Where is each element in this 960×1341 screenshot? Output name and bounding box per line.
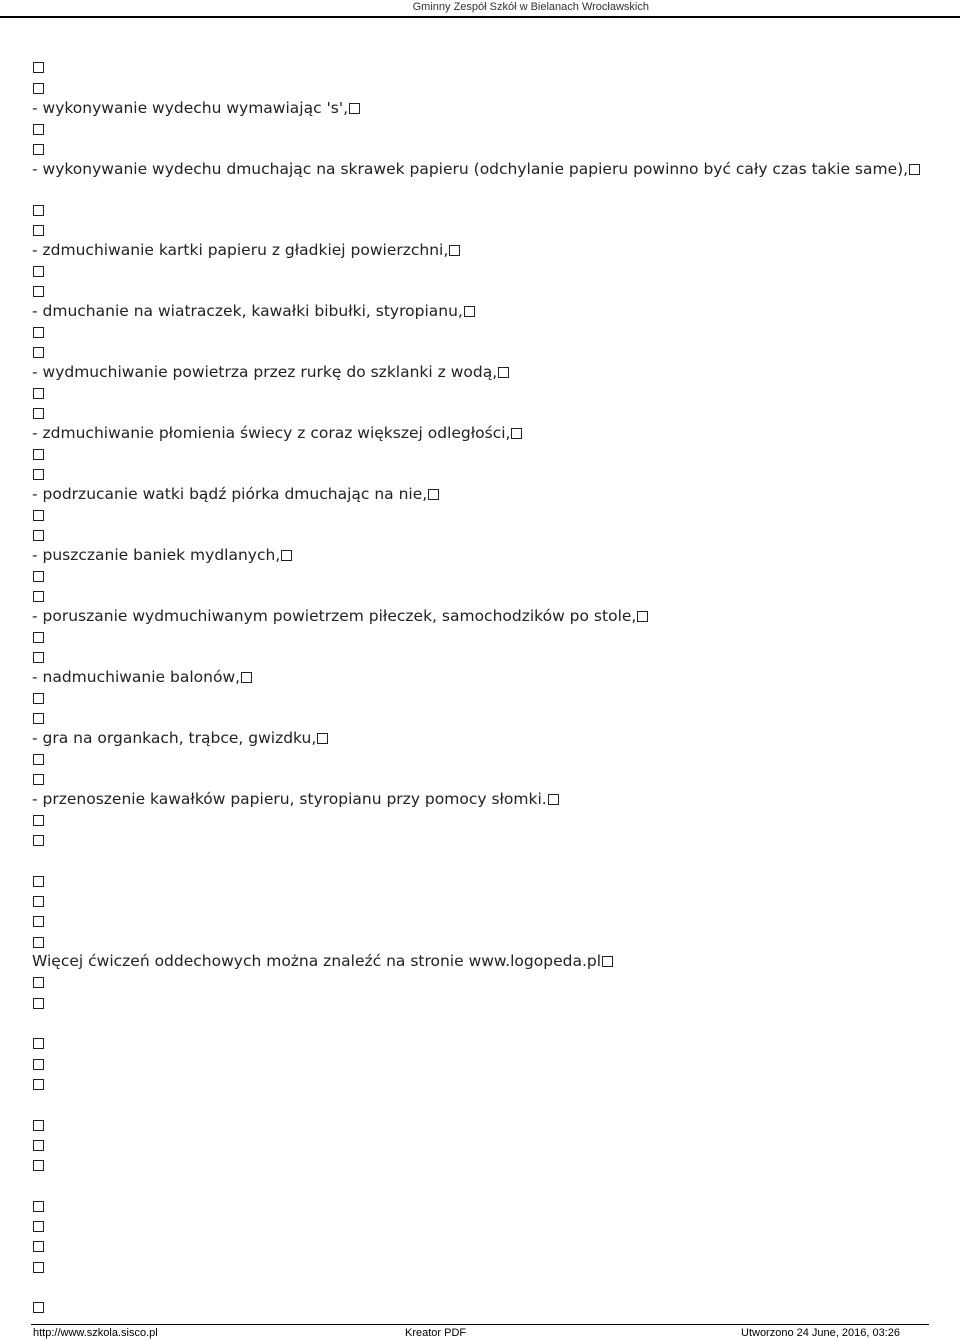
list-item — [32, 98, 928, 118]
checkbox-glyph-icon — [33, 754, 44, 765]
page-header: Gminny Zespół Szkół w Bielanach Wrocławskich — [412, 1, 649, 13]
list-item-text: - przenoszenie kawałków papieru, styropianu przy pomocy słomki. — [32, 790, 547, 808]
checkbox-glyph-icon — [33, 144, 44, 155]
blank-line — [32, 627, 928, 647]
checkbox-glyph-icon — [33, 876, 44, 887]
blank-line — [32, 200, 928, 220]
blank-line — [32, 871, 928, 891]
checkbox-glyph-icon — [33, 1201, 44, 1212]
list-item-text: - nadmuchiwanie balonów, — [32, 668, 241, 686]
checkbox-glyph-icon — [33, 83, 44, 94]
checkbox-glyph-icon — [33, 1038, 44, 1049]
blank-line — [32, 830, 928, 850]
checkbox-glyph-icon — [449, 245, 460, 256]
checkbox-glyph-icon — [33, 571, 44, 582]
footer-url[interactable]: http://www.szkola.sisco.pl — [33, 1327, 158, 1339]
blank-line — [32, 261, 928, 281]
list-item-text: - zdmuchiwanie płomienia świecy z coraz większej odległości, — [32, 424, 511, 442]
checkbox-glyph-icon — [33, 124, 44, 135]
checkbox-glyph-icon — [33, 530, 44, 541]
list-item — [32, 789, 928, 809]
list-item — [32, 484, 928, 504]
blank-line — [32, 566, 928, 586]
blank-line — [32, 525, 928, 545]
checkbox-glyph-icon — [33, 347, 44, 358]
list-item — [32, 301, 928, 321]
checkbox-glyph-icon — [33, 1140, 44, 1151]
blank-line — [32, 1216, 928, 1236]
footer-created: Utworzono 24 June, 2016, 03:26 — [741, 1327, 901, 1339]
checkbox-glyph-icon — [281, 550, 292, 561]
checkbox-glyph-icon — [33, 896, 44, 907]
blank-line — [32, 383, 928, 403]
checkbox-glyph-icon — [33, 937, 44, 948]
blank-line — [32, 688, 928, 708]
checkbox-glyph-icon — [33, 388, 44, 399]
checkbox-glyph-icon — [33, 1302, 44, 1313]
blank-line — [32, 972, 928, 992]
checkbox-glyph-icon — [33, 835, 44, 846]
checkbox-glyph-icon — [637, 611, 648, 622]
blank-line — [32, 1033, 928, 1053]
blank-line — [32, 1074, 928, 1094]
list-item-text: - wykonywanie wydechu dmuchając na skrawek papieru (odchylanie papieru powinno być cały czas takie same), — [32, 160, 909, 178]
blank-line — [32, 139, 928, 159]
checkbox-glyph-icon — [33, 286, 44, 297]
checkbox-glyph-icon — [33, 408, 44, 419]
footer-generator: Kreator PDF — [405, 1327, 467, 1339]
blank-line — [32, 505, 928, 525]
blank-line — [32, 322, 928, 342]
blank-line — [32, 993, 928, 1013]
checkbox-glyph-icon — [33, 205, 44, 216]
blank-line — [32, 586, 928, 606]
checkbox-glyph-icon — [33, 591, 44, 602]
checkbox-glyph-icon — [33, 1160, 44, 1171]
blank-line — [32, 749, 928, 769]
blank-line — [32, 769, 928, 789]
checkbox-glyph-icon — [33, 266, 44, 277]
list-item-text: - wykonywanie wydechu wymawiając 's', — [32, 99, 349, 117]
list-item — [32, 545, 928, 565]
blank-line — [32, 57, 928, 77]
blank-line — [32, 281, 928, 301]
checkbox-glyph-icon — [33, 1079, 44, 1090]
blank-line — [32, 403, 928, 423]
checkbox-glyph-icon — [33, 652, 44, 663]
list-item-text: - gra na organkach, trąbce, gwizdku, — [32, 729, 317, 747]
list-item — [32, 423, 928, 443]
blank-line — [32, 1155, 928, 1175]
checkbox-glyph-icon — [33, 713, 44, 724]
checkbox-glyph-icon — [33, 1262, 44, 1273]
checkbox-glyph-icon — [33, 977, 44, 988]
checkbox-glyph-icon — [548, 794, 559, 805]
blank-line — [32, 220, 928, 240]
blank-line — [32, 1297, 928, 1317]
blank-line — [32, 1054, 928, 1074]
checkbox-glyph-icon — [602, 956, 613, 967]
checkbox-glyph-icon — [33, 1221, 44, 1232]
checkbox-glyph-icon — [33, 693, 44, 704]
checkbox-glyph-icon — [33, 916, 44, 927]
blank-line — [32, 1236, 928, 1256]
checkbox-glyph-icon — [511, 428, 522, 439]
checkbox-glyph-icon — [33, 1059, 44, 1070]
list-item — [32, 667, 928, 687]
blank-line — [32, 78, 928, 98]
checkbox-glyph-icon — [241, 672, 252, 683]
list-item-text: - dmuchanie na wiatraczek, kawałki bibułki, styropianu, — [32, 302, 463, 320]
blank-line — [32, 932, 928, 952]
blank-line — [32, 464, 928, 484]
checkbox-glyph-icon — [909, 164, 920, 175]
blank-line — [32, 1257, 928, 1277]
checkbox-glyph-icon — [464, 306, 475, 317]
checkbox-glyph-icon — [33, 225, 44, 236]
more-info-line — [32, 951, 928, 971]
checkbox-glyph-icon — [317, 733, 328, 744]
checkbox-glyph-icon — [33, 1241, 44, 1252]
checkbox-glyph-icon — [498, 367, 509, 378]
list-item-text: - zdmuchiwanie kartki papieru z gładkiej powierzchni, — [32, 241, 449, 259]
list-item — [32, 606, 928, 626]
blank-line — [32, 119, 928, 139]
checkbox-glyph-icon — [33, 469, 44, 480]
checkbox-glyph-icon — [33, 774, 44, 785]
blank-line — [32, 708, 928, 728]
checkbox-glyph-icon — [349, 103, 360, 114]
checkbox-glyph-icon — [428, 489, 439, 500]
list-item — [32, 362, 928, 382]
blank-line — [32, 1115, 928, 1135]
list-item-text: - wydmuchiwanie powietrza przez rurkę do szklanki z wodą, — [32, 363, 498, 381]
checkbox-glyph-icon — [33, 632, 44, 643]
blank-line — [32, 444, 928, 464]
footer-divider — [31, 1324, 929, 1325]
header-divider — [0, 16, 960, 18]
blank-line — [32, 647, 928, 667]
list-item-text: - podrzucanie watki bądź piórka dmuchając na nie, — [32, 485, 428, 503]
list-item — [32, 159, 928, 179]
page-footer — [0, 1327, 960, 1341]
list-item — [32, 728, 928, 748]
blank-line — [32, 1135, 928, 1155]
blank-line — [32, 891, 928, 911]
checkbox-glyph-icon — [33, 449, 44, 460]
checkbox-glyph-icon — [33, 1120, 44, 1131]
blank-line — [32, 911, 928, 931]
list-item-text: - puszczanie baniek mydlanych, — [32, 546, 281, 564]
list-item-text: - poruszanie wydmuchiwanym powietrzem piłeczek, samochodzików po stole, — [32, 607, 637, 625]
checkbox-glyph-icon — [33, 998, 44, 1009]
more-info-text: Więcej ćwiczeń oddechowych można znaleźć na stronie www.logopeda.pl — [32, 952, 602, 970]
blank-line — [32, 810, 928, 830]
checkbox-glyph-icon — [33, 327, 44, 338]
checkbox-glyph-icon — [33, 510, 44, 521]
list-item — [32, 240, 928, 260]
checkbox-glyph-icon — [33, 815, 44, 826]
checkbox-glyph-icon — [33, 62, 44, 73]
blank-line — [32, 1196, 928, 1216]
blank-line — [32, 342, 928, 362]
